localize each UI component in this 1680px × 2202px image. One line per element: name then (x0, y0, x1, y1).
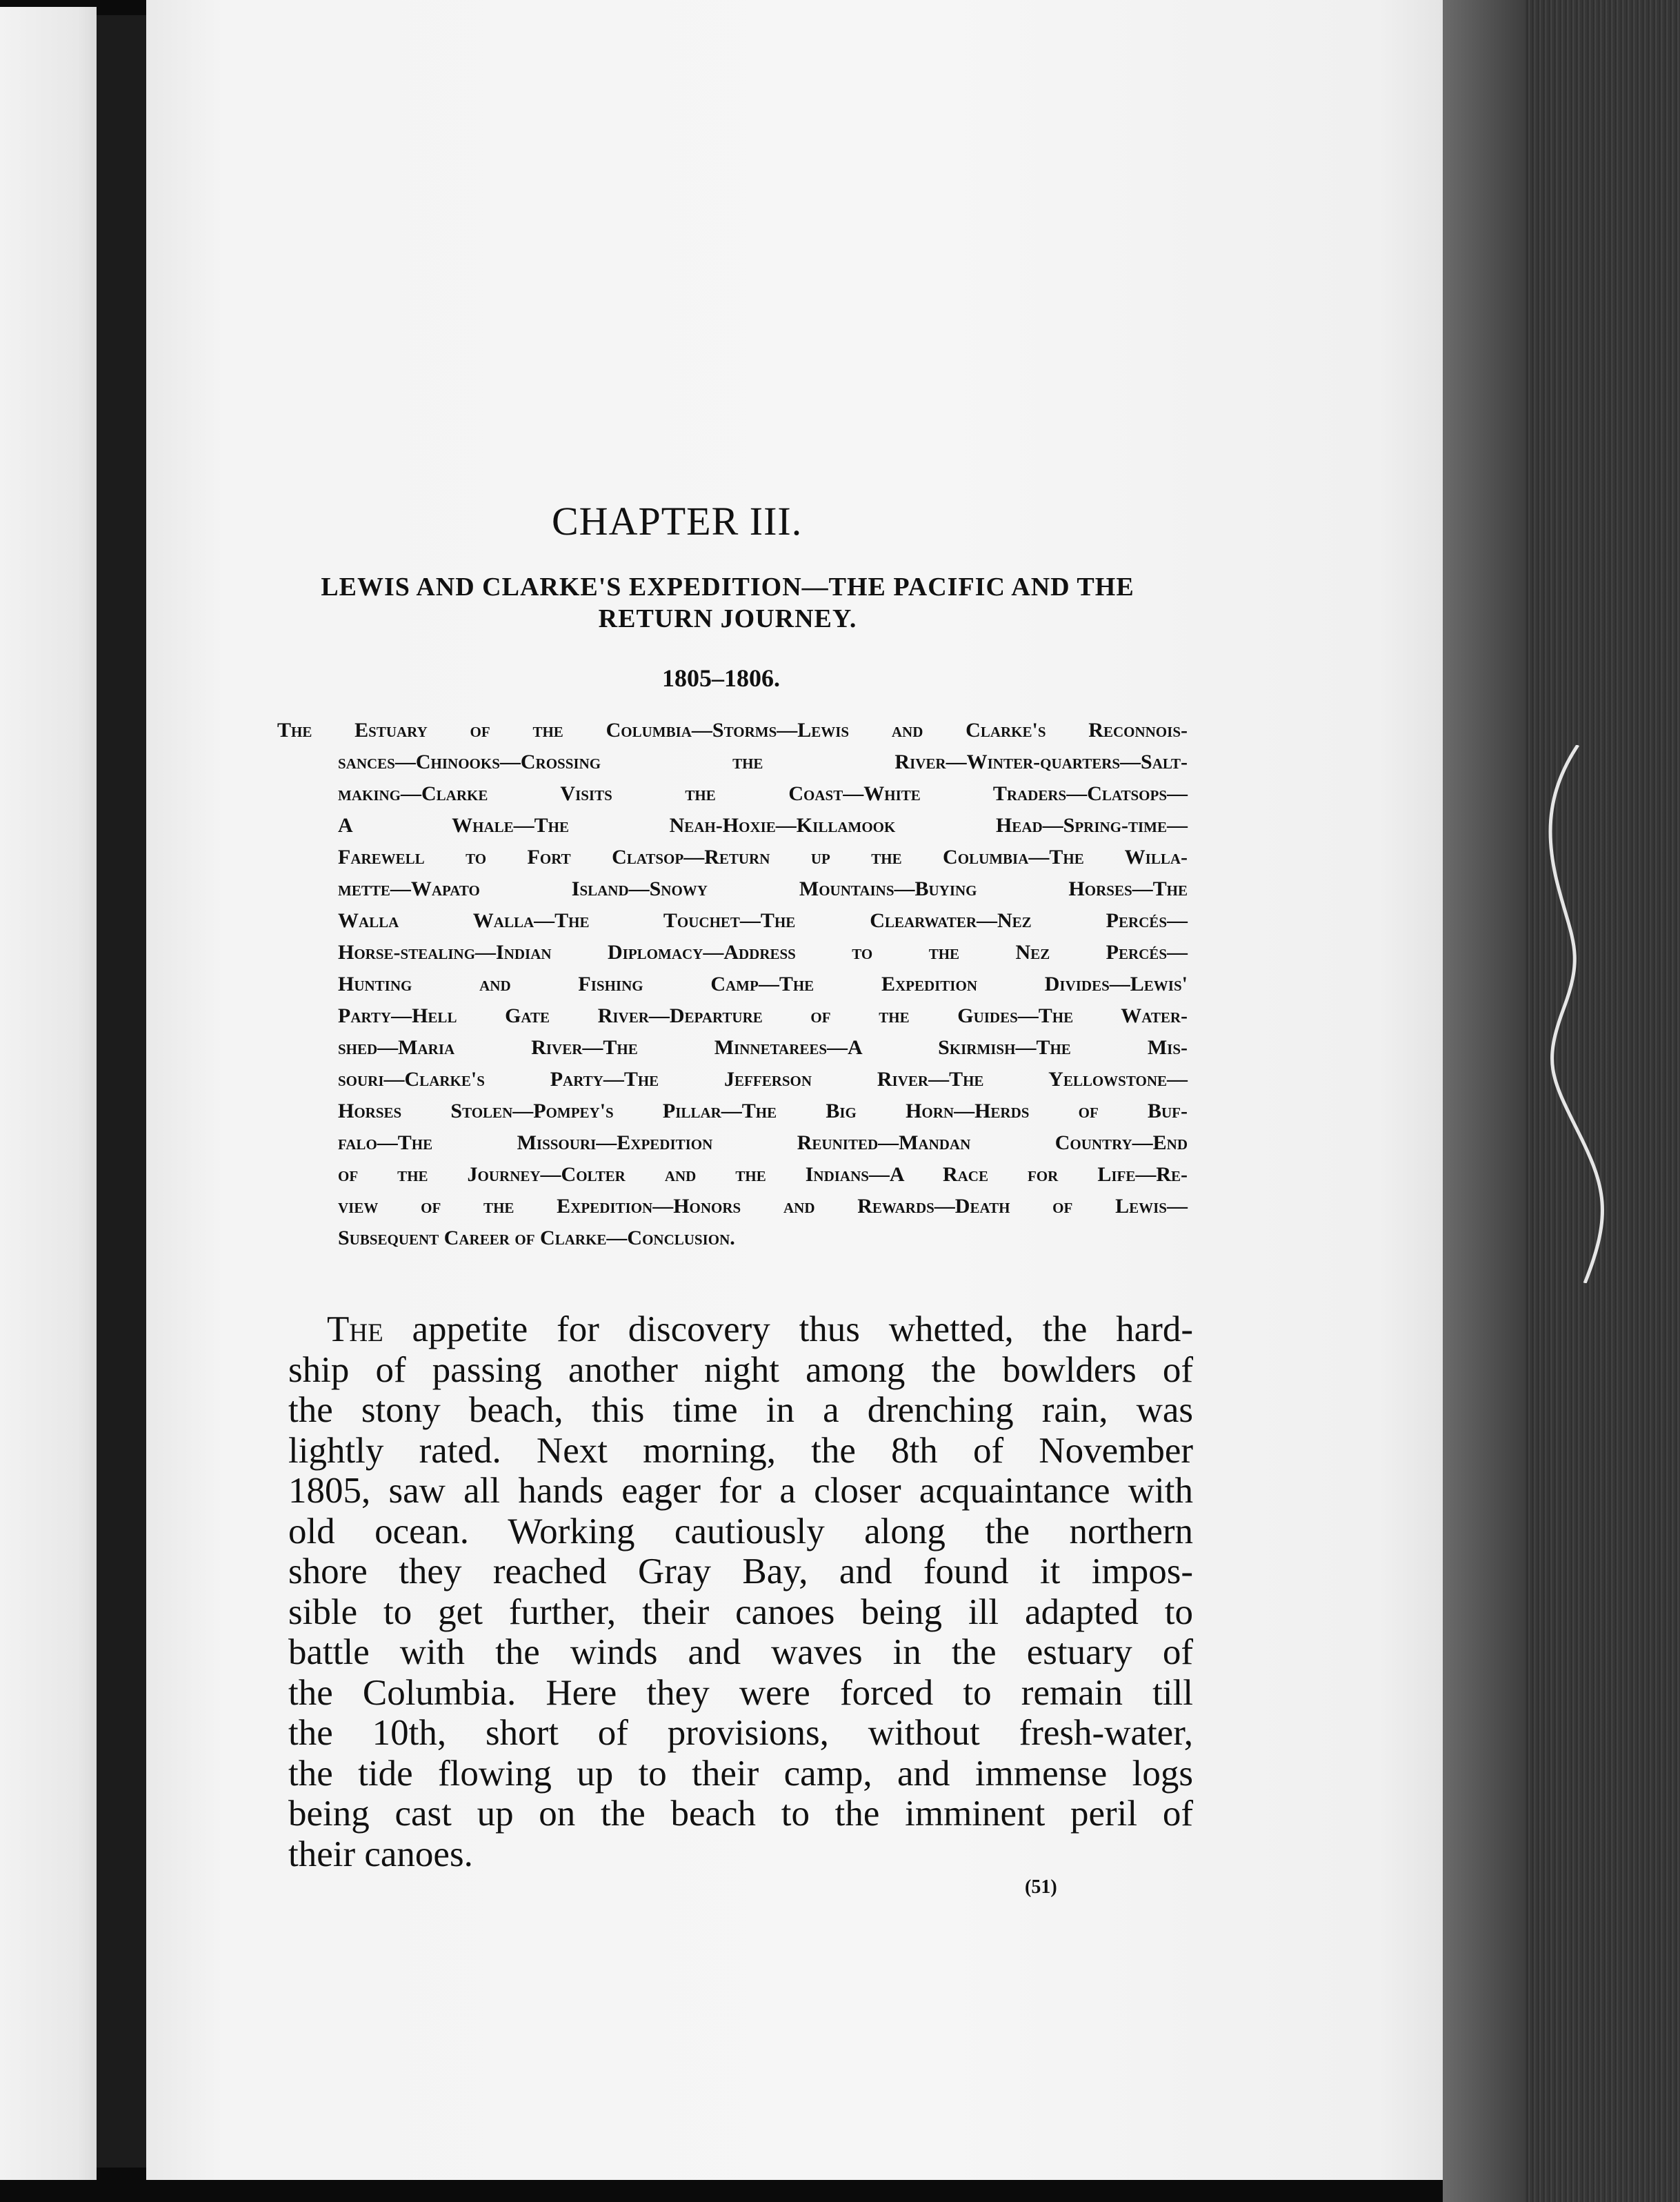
synopsis-line: sances—Chinooks—Crossing the River—Winter-quarters—Salt- (338, 751, 1188, 773)
synopsis-line: The Estuary of the Columbia—Storms—Lewis and Clarke's Reconnois- (277, 719, 1188, 742)
synopsis-line: shed—Maria River—The Minnetarees—A Skirmish—The Mis- (338, 1036, 1188, 1059)
synopsis-line: Party—Hell Gate River—Departure of the Guides—The Water- (338, 1004, 1188, 1027)
synopsis-line: Horses Stolen—Pompey's Pillar—The Big Horn—Herds of Buf- (338, 1100, 1188, 1122)
loose-thread (1537, 745, 1619, 1283)
body-paragraph (288, 1309, 1193, 1874)
body-line (288, 1309, 1193, 1350)
body-line: 1805, saw all hands eager for a closer acquaintance with (288, 1471, 1193, 1511)
body-line: the tide flowing up to their camp, and immense logs (288, 1753, 1193, 1794)
synopsis-line: Hunting and Fishing Camp—The Expedition Divides—Lewis' (338, 973, 1188, 995)
body-line-text: appetite for discovery thus whetted, the hard- (383, 1309, 1193, 1349)
body-line: ship of passing another night among the bowlders of (288, 1349, 1193, 1390)
binding-shadow (97, 15, 146, 2168)
page-number: (51) (1025, 1876, 1057, 1898)
synopsis-line: souri—Clarke's Party—The Jefferson River—The Yellowstone— (338, 1068, 1188, 1091)
body-line: battle with the winds and waves in the estuary of (288, 1632, 1193, 1672)
synopsis-line: view of the Expedition—Honors and Rewards—Death of Lewis— (338, 1195, 1188, 1218)
body-line: their canoes. (288, 1834, 473, 1874)
body-line: old ocean. Working cautiously along the northern (288, 1511, 1193, 1551)
chapter-years: 1805–1806. (662, 664, 780, 692)
chapter-subtitle (255, 571, 1200, 635)
body-line: being cast up on the beach to the imminent peril of (288, 1794, 1193, 1834)
synopsis-line: making—Clarke Visits the Coast—White Traders—Clatsops— (338, 782, 1188, 805)
chapter-subtitle-line: LEWIS AND CLARKE'S EXPEDITION—THE PACIFIC AND THE (321, 573, 1134, 602)
synopsis-line: Horse-stealing—Indian Diplomacy—Address to the Nez Percés— (338, 941, 1188, 964)
synopsis-line: Walla Walla—The Touchet—The Clearwater—Nez Percés— (338, 909, 1188, 932)
lead-word: The (327, 1309, 383, 1349)
synopsis-line: mette—Wapato Island—Snowy Mountains—Buying Horses—The (338, 877, 1188, 900)
left-page-edge (0, 7, 97, 2180)
page-edge-shading (1443, 0, 1526, 2202)
chapter-synopsis (277, 715, 1188, 1254)
synopsis-line: falo—The Missouri—Expedition Reunited—Mandan Country—End (338, 1131, 1188, 1154)
chapter-subtitle-line: RETURN JOURNEY. (598, 604, 857, 633)
synopsis-line: Farewell to Fort Clatsop—Return up the Columbia—The Willa- (338, 846, 1188, 869)
body-line: the 10th, short of provisions, without fresh-water, (288, 1713, 1193, 1753)
body-line: lightly rated. Next morning, the 8th of November (288, 1430, 1193, 1471)
body-line: the Columbia. Here they were forced to remain till (288, 1672, 1193, 1713)
synopsis-line: of the Journey—Colter and the Indians—A Race for Life—Re- (338, 1163, 1188, 1186)
synopsis-line: Subsequent Career of Clarke—Conclusion. (338, 1227, 735, 1249)
chapter-title: CHAPTER III. (552, 499, 803, 544)
body-line: shore they reached Gray Bay, and found it impos- (288, 1551, 1193, 1591)
body-line: the stony beach, this time in a drenching rain, was (288, 1390, 1193, 1430)
body-line: sible to get further, their canoes being ill adapted to (288, 1591, 1193, 1632)
synopsis-line: A Whale—The Neah-Hoxie—Killamook Head—Spring-time— (338, 814, 1188, 837)
